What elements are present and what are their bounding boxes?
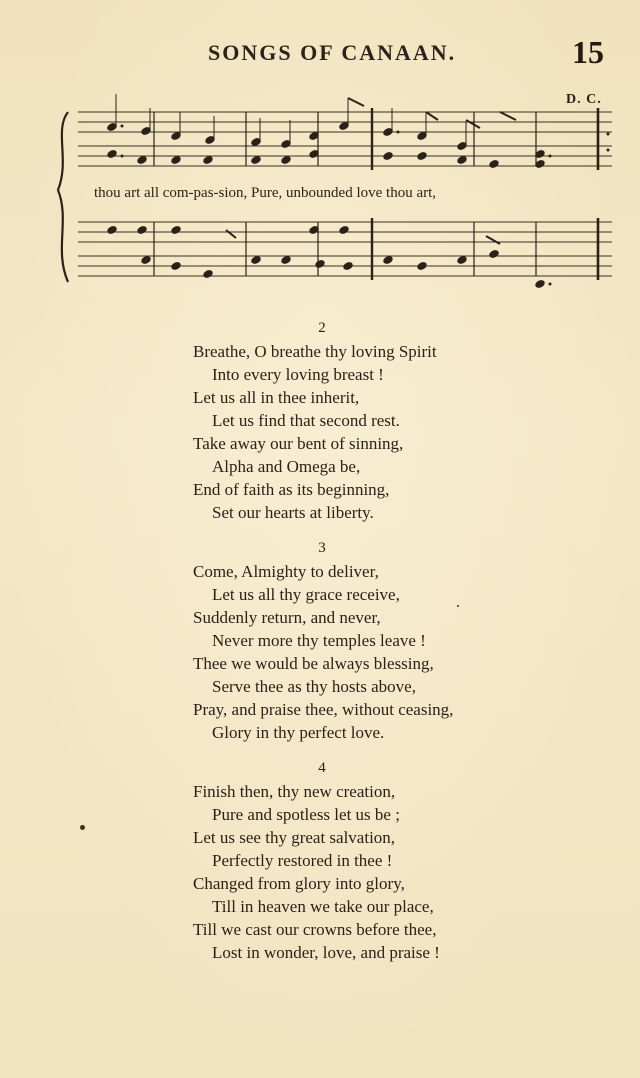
staff-brace xyxy=(58,112,68,282)
verse-line: Serve thee as thy hosts above, xyxy=(212,677,416,696)
verses-block xyxy=(0,316,640,964)
page-number: 15 xyxy=(572,34,604,70)
verse-line: Changed from glory into glory, xyxy=(193,874,405,893)
verse-line: Let us find that second rest. xyxy=(212,411,400,430)
verse-line: Come, Almighty to deliver, xyxy=(193,562,379,581)
verse-line: Take away our bent of sinning, xyxy=(193,434,404,453)
verse-2 xyxy=(0,316,640,524)
verse-line: Pure and spotless let us be ; xyxy=(212,805,400,824)
paper-speck xyxy=(457,605,459,607)
verse-number: 2 xyxy=(318,320,326,336)
da-capo-marking: D. C. xyxy=(566,92,602,107)
verse-3 xyxy=(0,536,640,744)
verse-number: 4 xyxy=(318,760,326,776)
verse-line: Let us all thy grace receive, xyxy=(212,585,400,604)
verse-line: Glory in thy perfect love. xyxy=(212,723,385,742)
score-lyric-line: thou art all com-pas-sion, Pure, unbounded love thou art, xyxy=(94,185,437,201)
verse-line: Thee we would be always blessing, xyxy=(193,654,434,673)
verse-line: Finish then, thy new creation, xyxy=(193,782,396,801)
verse-line: Suddenly return, and never, xyxy=(193,608,381,627)
verse-line: End of faith as its beginning, xyxy=(193,480,390,499)
upper-stems xyxy=(116,94,466,144)
verse-number: 3 xyxy=(318,540,326,556)
verse-line: Let us see thy great salvation, xyxy=(193,828,396,847)
verse-line: Breathe, O breathe thy loving Spirit xyxy=(193,342,437,361)
verse-4 xyxy=(0,756,640,964)
upper-notes xyxy=(106,121,546,170)
verse-line: Pray, and praise thee, without ceasing, xyxy=(193,700,454,719)
verse-line: Never more thy temples leave ! xyxy=(212,631,426,650)
verse-line: Perfectly restored in thee ! xyxy=(212,851,393,870)
verse-line: Till in heaven we take our place, xyxy=(212,897,434,916)
verse-line: Alpha and Omega be, xyxy=(212,457,361,476)
verse-line: Till we cast our crowns before thee, xyxy=(193,920,437,939)
verse-line: Lost in wonder, love, and praise ! xyxy=(212,943,440,962)
paper-speck xyxy=(80,825,85,830)
upper-staff xyxy=(78,112,612,166)
running-title: SONGS OF CANAAN. xyxy=(208,40,457,65)
lower-notes xyxy=(106,225,546,290)
verse-line: Set our hearts at liberty. xyxy=(212,503,374,522)
verse-line: Let us all in thee inherit, xyxy=(193,388,360,407)
verse-line: Into every loving breast ! xyxy=(212,365,384,384)
